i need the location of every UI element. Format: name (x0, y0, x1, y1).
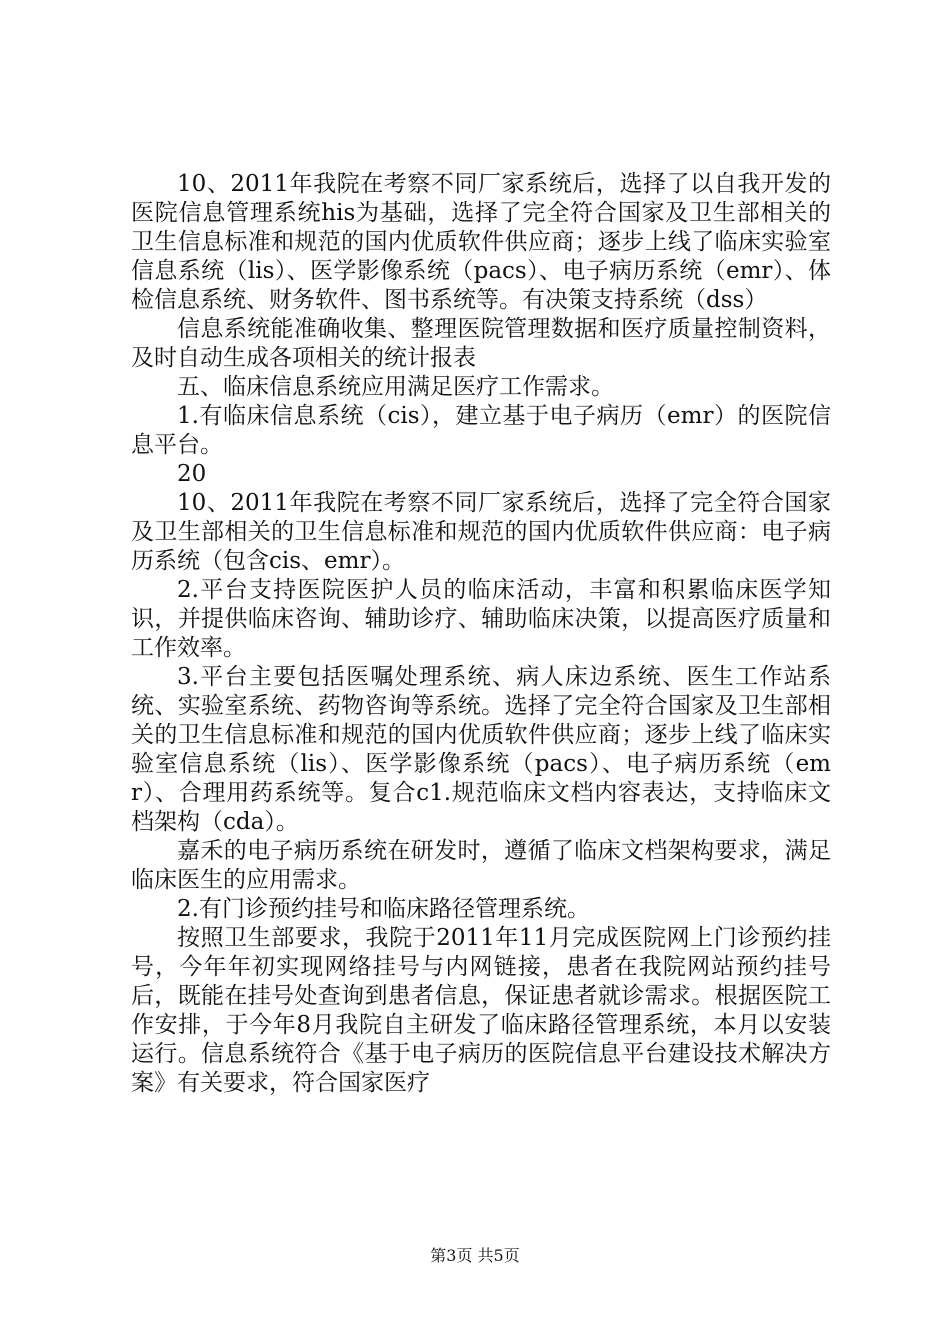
paragraph: 2.平台支持医院医护人员的临床活动，丰富和积累临床医学知识，并提供临床咨询、辅助诊疗、辅助临床决策，以提高医疗质量和工作效率。 (131, 577, 831, 661)
paragraph: 嘉禾的电子病历系统在研发时，遵循了临床文档架构要求，满足临床医生的应用需求。 (131, 838, 831, 893)
paragraph: 10、2011年我院在考察不同厂家系统后，选择了完全符合国家及卫生部相关的卫生信息标准和规范的国内优质软件供应商：电子病历系统（包含cis、emr）。 (131, 490, 831, 574)
paragraph: 3.平台主要包括医嘱处理系统、病人床边系统、医生工作站系统、实验室系统、药物咨询等系统。选择了完全符合国家及卫生部相关的卫生信息标准和规范的国内优质软件供应商；逐步上线了临床实验室信息系统（lis）、医学影像系统（pacs）、电子病历系统（emr）、合理用药系统等。复合c1.规范临床文档内容表达，支持临床文档架构（cda）。 (131, 664, 831, 835)
paragraph: 20 (177, 461, 207, 487)
page-footer: 第3页 共5页 (430, 1246, 520, 1265)
paragraph: 10、2011年我院在考察不同厂家系统后，选择了以自我开发的医院信息管理系统his为基础，选择了完全符合国家及卫生部相关的卫生信息标准和规范的国内优质软件供应商；逐步上线了临床实验室信息系统（lis）、医学影像系统（pacs）、电子病历系统（emr）、体检信息系统、财务软件、图书系统等。有决策支持系统（dss） (131, 171, 831, 313)
paragraph: 五、临床信息系统应用满足医疗工作需求。 (177, 374, 614, 400)
body-text (131, 170, 831, 1098)
paragraph: 按照卫生部要求，我院于2011年11月完成医院网上门诊预约挂号，今年年初实现网络挂号与内网链接，患者在我院网站预约挂号后，既能在挂号处查询到患者信息，保证患者就诊需求。根据医院工作安排，于今年8月我院自主研发了临床路径管理系统，本月以安装运行。信息系统符合《基于电子病历的医院信息平台建设技术解决方案》有关要求，符合国家医疗 (131, 925, 831, 1096)
paragraph: 1.有临床信息系统（cis），建立基于电子病历（emr）的医院信息平台。 (131, 403, 831, 458)
paragraph: 信息系统能准确收集、整理医院管理数据和医疗质量控制资料，及时自动生成各项相关的统计报表 (131, 316, 831, 371)
paragraph: 2.有门诊预约挂号和临床路径管理系统。 (177, 896, 590, 922)
